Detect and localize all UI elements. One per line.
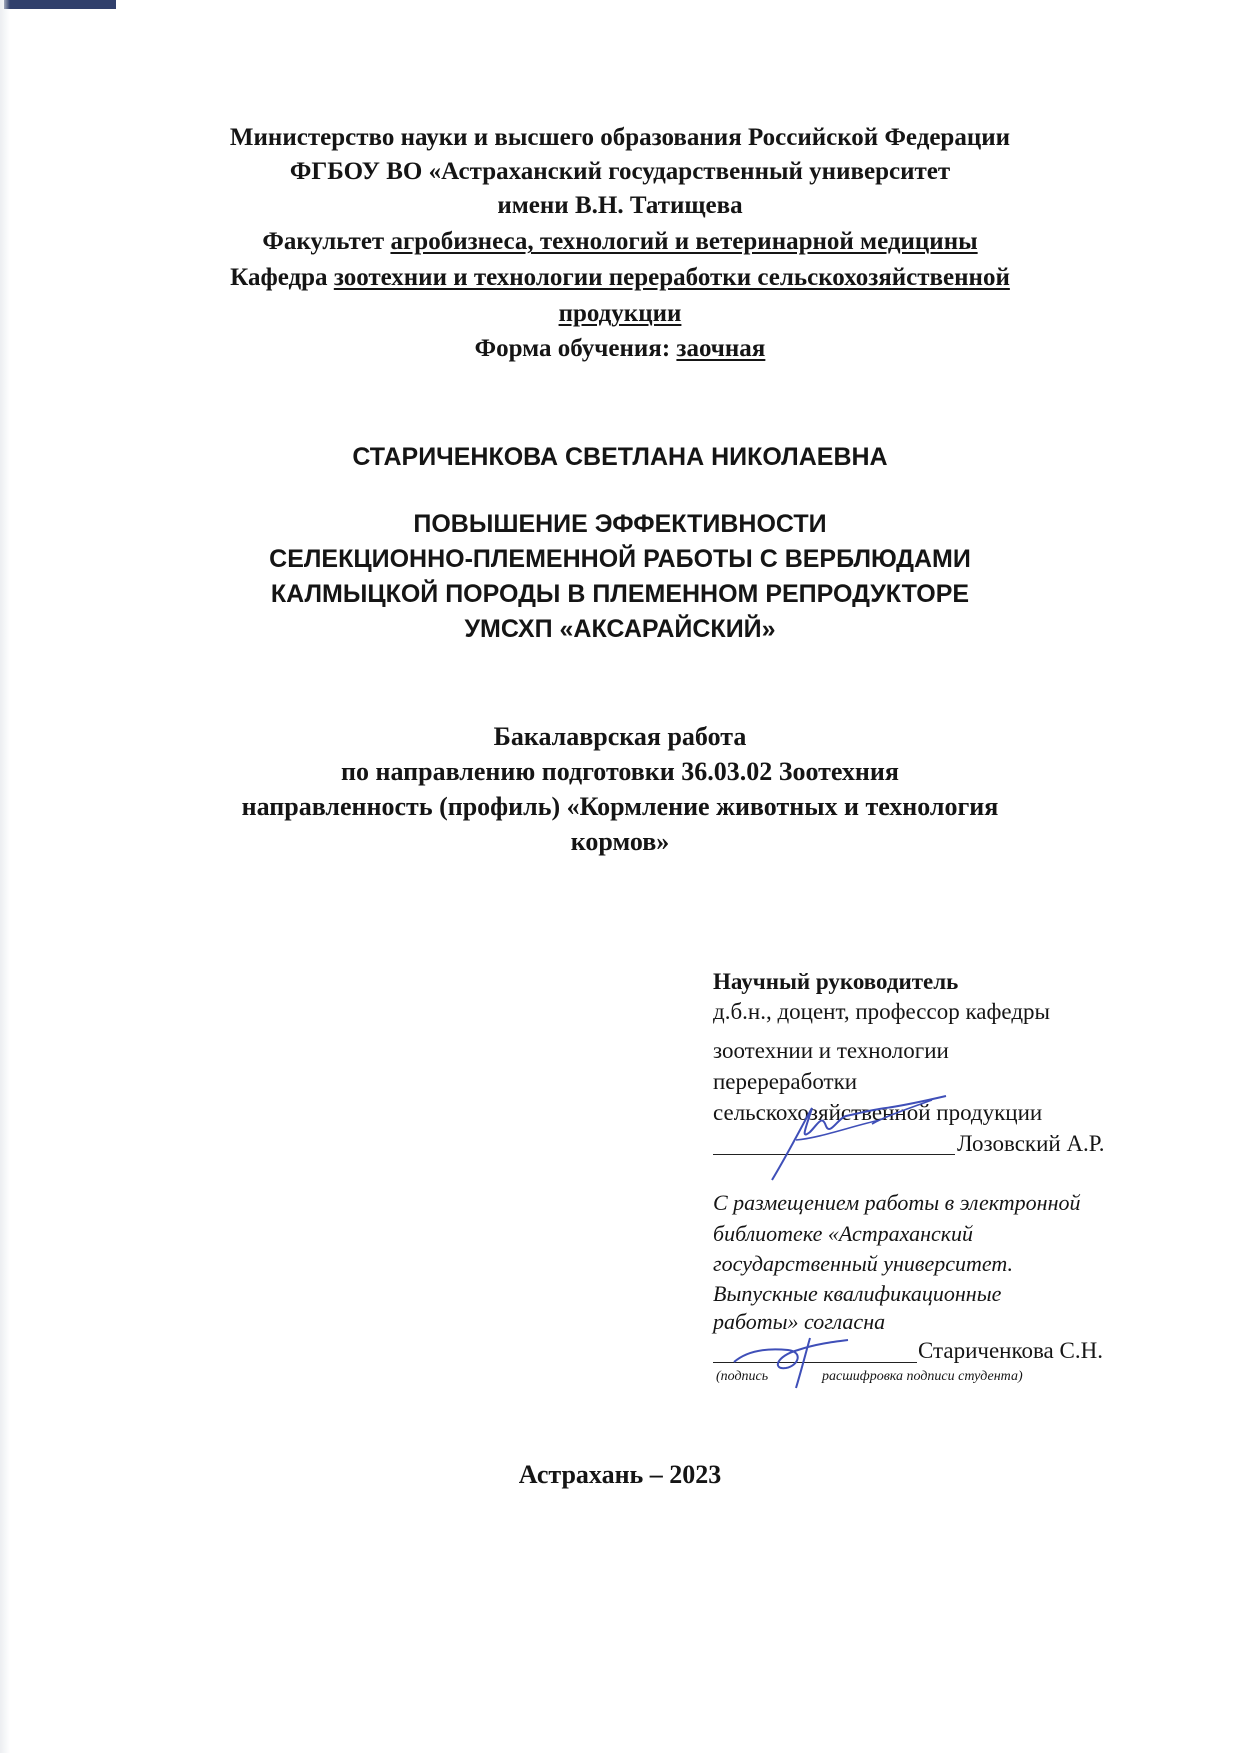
faculty-name: агробизнеса, технологий и ветеринарной медицины xyxy=(390,228,978,255)
consent-line-3: государственный университет. xyxy=(713,1251,1013,1276)
university-line-2: имени В.Н. Татищева xyxy=(497,192,743,219)
faculty-line xyxy=(0,226,1240,258)
study-form-label: Форма обучения: xyxy=(474,335,677,362)
supervisor-signature xyxy=(760,1080,960,1185)
student-signature xyxy=(728,1322,888,1392)
department-name-1: зоотехнии и технологии переработки сельскохозяйственной xyxy=(333,264,1010,291)
binding-mark xyxy=(4,0,116,9)
department-line-2 xyxy=(0,298,1240,330)
consent-line-4: Выпускные квалификационные xyxy=(713,1281,1002,1306)
author-name: СТАРИЧЕНКОВА СВЕТЛАНА НИКОЛАЕВНА xyxy=(352,443,888,471)
student-name: Стариченкова С.Н. xyxy=(918,1338,1103,1363)
caption-signature: (подпись xyxy=(716,1369,769,1384)
work-direction: по направлению подготовки 36.03.02 Зоотехния xyxy=(341,757,899,786)
thesis-title-line-3: КАЛМЫЦКОЙ ПОРОДЫ В ПЛЕМЕННОМ РЕПРОДУКТОРЕ xyxy=(270,580,970,608)
consent-line-5: работы» согласна xyxy=(713,1309,886,1334)
supervisor-heading: Научный руководитель xyxy=(713,969,959,994)
thesis-title-line-4: УМСХП «АКСАРАЙСКИЙ» xyxy=(464,615,776,643)
consent-line-1: С размещением работы в электронной xyxy=(713,1190,1081,1215)
study-form-value: заочная xyxy=(676,335,766,362)
supervisor-name: Лозовский А.Р. xyxy=(957,1131,1105,1156)
thesis-title-line-2: СЕЛЕКЦИОННО-ПЛЕМЕННОЙ РАБОТЫ С ВЕРБЛЮДАМИ xyxy=(269,545,971,573)
department-line xyxy=(0,262,1240,294)
work-profile-1: направленность (профиль) «Кормление животных и технология xyxy=(241,792,999,821)
ministry-line: Министерство науки и высшего образования Российской Федерации xyxy=(229,124,1011,151)
supervisor-line-4: сельскохозяйственной продукции xyxy=(713,1100,1043,1125)
department-label: Кафедра xyxy=(230,264,334,291)
work-profile-2: кормов» xyxy=(570,827,670,856)
university-line-1: ФГБОУ ВО «Астраханский государственный университет xyxy=(289,158,951,185)
department-name-2: продукции xyxy=(558,300,682,327)
supervisor-line-3: перереработки xyxy=(713,1069,858,1094)
consent-line-2: библиотеке «Астраханский xyxy=(713,1221,974,1246)
study-form-line xyxy=(0,333,1240,365)
faculty-label: Факультет xyxy=(262,228,391,255)
work-type: Бакалаврская работа xyxy=(493,722,747,751)
city-year: Астрахань – 2023 xyxy=(518,1460,722,1489)
supervisor-line-1: д.б.н., доцент, профессор кафедры xyxy=(713,999,1050,1024)
supervisor-line-2: зоотехнии и технологии xyxy=(713,1038,949,1063)
thesis-title-line-1: ПОВЫШЕНИЕ ЭФФЕКТИВНОСТИ xyxy=(413,510,827,538)
caption-decoding: расшифровка подписи студента) xyxy=(822,1369,1023,1384)
